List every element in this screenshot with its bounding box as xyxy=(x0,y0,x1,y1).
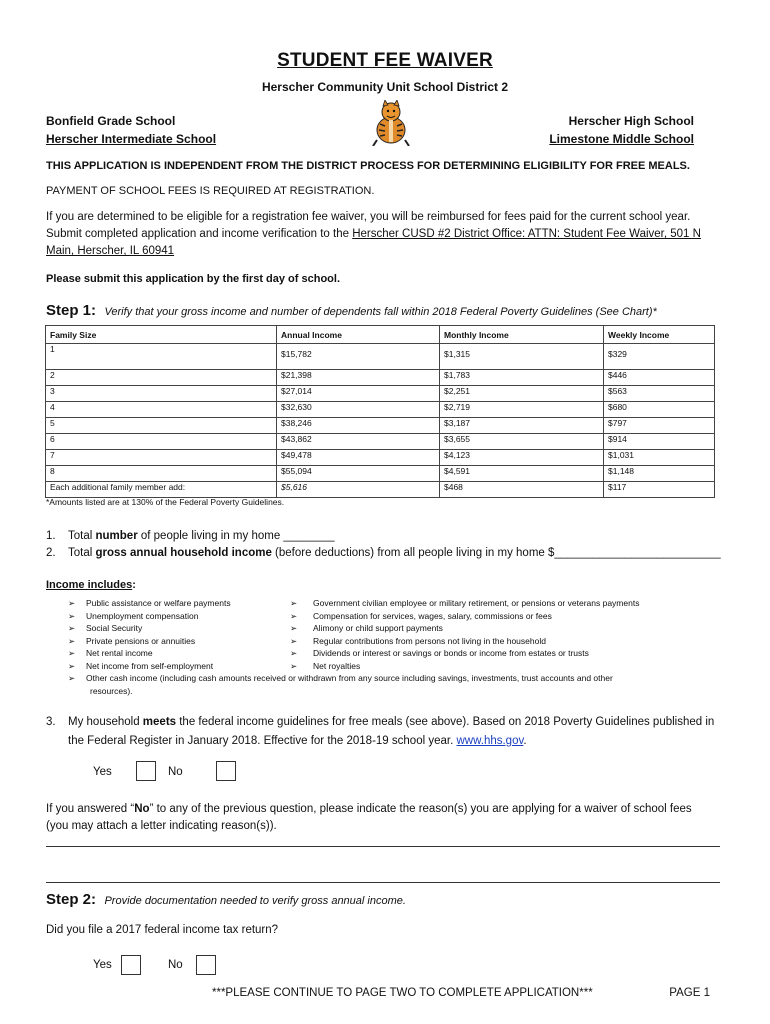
cell-family-size: 6 xyxy=(46,434,277,450)
list-item: ➢ Private pensions or annuities xyxy=(68,635,196,646)
cell-family-size: 1 xyxy=(46,344,277,370)
q3-post: the federal income guidelines for free meals (see above). Based on 2018 Poverty Guidelines published in xyxy=(176,716,715,728)
reason-post: ” to any of the previous question, please indicate the reason(s) you are applying for a waiver of school fees (you may attach a letter indicating reason(s)). xyxy=(46,803,692,832)
cell-monthly: $468 xyxy=(440,482,604,498)
arrow-bullet-icon: ➢ xyxy=(68,623,76,634)
table-footnote: *Amounts listed are at 130% of the Federal Poverty Guidelines. xyxy=(46,497,285,507)
q3-yes-checkbox[interactable] xyxy=(136,761,156,781)
arrow-bullet-icon: ➢ xyxy=(290,648,298,659)
district-office-address: Herscher CUSD #2 District Office: ATTN: Student Fee Waiver, 501 N Main, Herscher, IL 60941 xyxy=(46,228,701,257)
payment-notice: PAYMENT OF SCHOOL FEES IS REQUIRED AT REGISTRATION. xyxy=(46,185,375,197)
cell-weekly: $1,031 xyxy=(604,450,715,466)
list-item: ➢ Net income from self-employment xyxy=(68,660,214,671)
table-header-row xyxy=(46,326,715,344)
reimbursement-text: If you are determined to be eligible for a registration fee waiver, you will be reimbursed for fees paid for the current school year. Submit completed application and income verification to the xyxy=(46,211,691,240)
q1-number: 1. xyxy=(46,530,56,542)
school-herscher-high: Herscher High School xyxy=(568,114,694,128)
question-2 xyxy=(46,547,721,559)
arrow-bullet-icon: ➢ xyxy=(290,635,298,646)
cell-family-size: 4 xyxy=(46,402,277,418)
cell-weekly: $914 xyxy=(604,434,715,450)
cell-monthly: $4,123 xyxy=(440,450,604,466)
question-1 xyxy=(46,530,335,542)
arrow-bullet-icon: ➢ xyxy=(68,598,76,608)
table-row xyxy=(46,402,715,418)
q1-bold: number xyxy=(95,530,138,542)
list-item: ➢ Regular contributions from persons not living in the household xyxy=(290,635,546,646)
cell-annual: $32,630 xyxy=(277,402,440,418)
table-row xyxy=(46,370,715,386)
step2-yes-label: Yes xyxy=(93,959,112,971)
cell-weekly: $117 xyxy=(604,482,715,498)
cell-family-size: 7 xyxy=(46,450,277,466)
tax-return-question: Did you file a 2017 federal income tax return? xyxy=(46,924,279,936)
reason-bold: No xyxy=(134,803,150,815)
income-heading-text: Income includes xyxy=(46,579,133,591)
cell-annual: $27,014 xyxy=(277,386,440,402)
list-item: ➢ Dividends or interest or savings or bonds or income from estates or trusts xyxy=(290,648,589,659)
step1-label: Step 1: xyxy=(46,302,97,319)
q3-pre: My household xyxy=(68,716,143,728)
reason-answer-line-2[interactable] xyxy=(46,882,720,883)
income-list-left xyxy=(68,597,231,673)
poverty-guidelines-table xyxy=(45,325,715,498)
reason-pre: If you answered “ xyxy=(46,803,135,815)
table-row xyxy=(46,386,715,402)
arrow-bullet-icon: ➢ xyxy=(68,673,76,683)
q1-pre: Total xyxy=(68,530,96,542)
cell-annual: $5,616 xyxy=(277,482,440,498)
list-item: ➢ Net royalties xyxy=(290,660,361,671)
list-item: ➢ Alimony or child support payments xyxy=(290,623,443,634)
step1-heading xyxy=(46,302,657,320)
table-row xyxy=(46,482,715,498)
list-item: ➢ Compensation for services, wages, salary, commissions or fees xyxy=(290,610,552,621)
cell-weekly: $680 xyxy=(604,402,715,418)
list-item-continued: resources). xyxy=(90,685,133,696)
cell-annual: $15,782 xyxy=(277,344,440,370)
step2-description: Provide documentation needed to verify gross annual income. xyxy=(104,895,406,907)
cell-monthly: $1,783 xyxy=(440,370,604,386)
cell-monthly: $2,251 xyxy=(440,386,604,402)
table-row xyxy=(46,344,715,370)
question-3 xyxy=(46,713,714,751)
step2-no-label: No xyxy=(168,959,183,971)
tiger-mascot-logo xyxy=(369,100,413,146)
cell-family-size: 8 xyxy=(46,466,277,482)
q3-number: 3. xyxy=(46,716,56,728)
cell-monthly: $4,591 xyxy=(440,466,604,482)
reason-answer-line-1[interactable] xyxy=(46,846,720,847)
list-item: ➢ Social Security xyxy=(68,623,143,634)
cell-family-size: 5 xyxy=(46,418,277,434)
cell-weekly: $797 xyxy=(604,418,715,434)
cell-weekly: $563 xyxy=(604,386,715,402)
col-monthly-income: Monthly Income xyxy=(440,326,604,344)
arrow-bullet-icon: ➢ xyxy=(290,598,298,608)
page-number: PAGE 1 xyxy=(669,987,710,999)
step2-no-checkbox[interactable] xyxy=(196,955,216,975)
q2-number: 2. xyxy=(46,547,56,559)
q3-yes-label: Yes xyxy=(93,766,112,778)
list-item: ➢ Government civilian employee or military retirement, or pensions or veterans payments xyxy=(290,598,640,608)
cell-annual: $55,094 xyxy=(277,466,440,482)
table-row xyxy=(46,450,715,466)
cell-weekly: $1,148 xyxy=(604,466,715,482)
cell-weekly: $446 xyxy=(604,370,715,386)
school-herscher-intermediate: Herscher Intermediate School xyxy=(46,132,217,146)
table-row xyxy=(46,466,715,482)
deadline-notice: Please submit this application by the first day of school. xyxy=(46,273,341,285)
table-row xyxy=(46,434,715,450)
list-item: ➢ Unemployment compensation xyxy=(68,610,199,621)
district-name: Herscher Community Unit School District 2 xyxy=(261,80,509,94)
q3-no-checkbox[interactable] xyxy=(216,761,236,781)
school-limestone-middle: Limestone Middle School xyxy=(549,132,694,146)
arrow-bullet-icon: ➢ xyxy=(68,660,76,671)
cell-weekly: $329 xyxy=(604,344,715,370)
step2-heading xyxy=(46,891,406,909)
cell-monthly: $3,655 xyxy=(440,434,604,450)
continue-notice: ***PLEASE CONTINUE TO PAGE TWO TO COMPLETE APPLICATION*** xyxy=(212,987,593,999)
arrow-bullet-icon: ➢ xyxy=(290,610,298,621)
cell-monthly: $1,315 xyxy=(440,344,604,370)
cell-family-size: 3 xyxy=(46,386,277,402)
hhs-link[interactable]: www.hhs.gov xyxy=(456,735,524,747)
q3-no-label: No xyxy=(168,766,183,778)
cell-family-size: Each additional family member add: xyxy=(46,482,277,498)
cell-annual: $49,478 xyxy=(277,450,440,466)
cell-monthly: $2,719 xyxy=(440,402,604,418)
arrow-bullet-icon: ➢ xyxy=(68,635,76,646)
q3-end: . xyxy=(523,735,527,747)
school-bonfield: Bonfield Grade School xyxy=(46,114,176,128)
arrow-bullet-icon: ➢ xyxy=(290,623,298,634)
step1-description: Verify that your gross income and number of dependents fall within 2018 Federal Poverty Guidelines (See Chart)* xyxy=(104,306,657,318)
cell-family-size: 2 xyxy=(46,370,277,386)
table-row xyxy=(46,418,715,434)
reimbursement-paragraph xyxy=(46,209,716,260)
step2-label: Step 2: xyxy=(46,891,97,908)
independent-notice: THIS APPLICATION IS INDEPENDENT FROM THE DISTRICT PROCESS FOR DETERMINING ELIGIBILITY FOR FREE MEALS. xyxy=(46,160,690,172)
arrow-bullet-icon: ➢ xyxy=(68,648,76,659)
q2-post: (before deductions) from all people living in my home $__________________________ xyxy=(271,547,721,559)
document-title: STUDENT FEE WAIVER xyxy=(277,50,493,71)
q3-bold: meets xyxy=(142,716,177,728)
col-weekly-income: Weekly Income xyxy=(604,326,715,344)
col-family-size: Family Size xyxy=(46,326,277,344)
reason-paragraph xyxy=(46,801,716,835)
cell-annual: $21,398 xyxy=(277,370,440,386)
list-item: ➢ Other cash income (including cash amounts received or withdrawn from any source including savings, investments, trust accounts and other xyxy=(68,673,613,683)
arrow-bullet-icon: ➢ xyxy=(68,610,76,621)
list-item: ➢ Net rental income xyxy=(68,648,153,659)
q1-post: of people living in my home ________ xyxy=(137,530,335,542)
list-item: ➢ Public assistance or welfare payments xyxy=(68,598,231,608)
q2-bold: gross annual household income xyxy=(95,547,272,559)
q2-pre: Total xyxy=(68,547,96,559)
income-list-right xyxy=(290,597,639,673)
step2-yes-checkbox[interactable] xyxy=(121,955,141,975)
col-annual-income: Annual Income xyxy=(277,326,440,344)
income-other-item xyxy=(68,672,613,697)
income-includes-heading xyxy=(46,579,136,591)
arrow-bullet-icon: ➢ xyxy=(290,660,298,671)
q3-line2: the Federal Register in January 2018. Effective for the 2018-19 school year. xyxy=(68,735,457,747)
cell-annual: $38,246 xyxy=(277,418,440,434)
cell-monthly: $3,187 xyxy=(440,418,604,434)
income-heading-colon: : xyxy=(132,579,136,591)
cell-annual: $43,862 xyxy=(277,434,440,450)
